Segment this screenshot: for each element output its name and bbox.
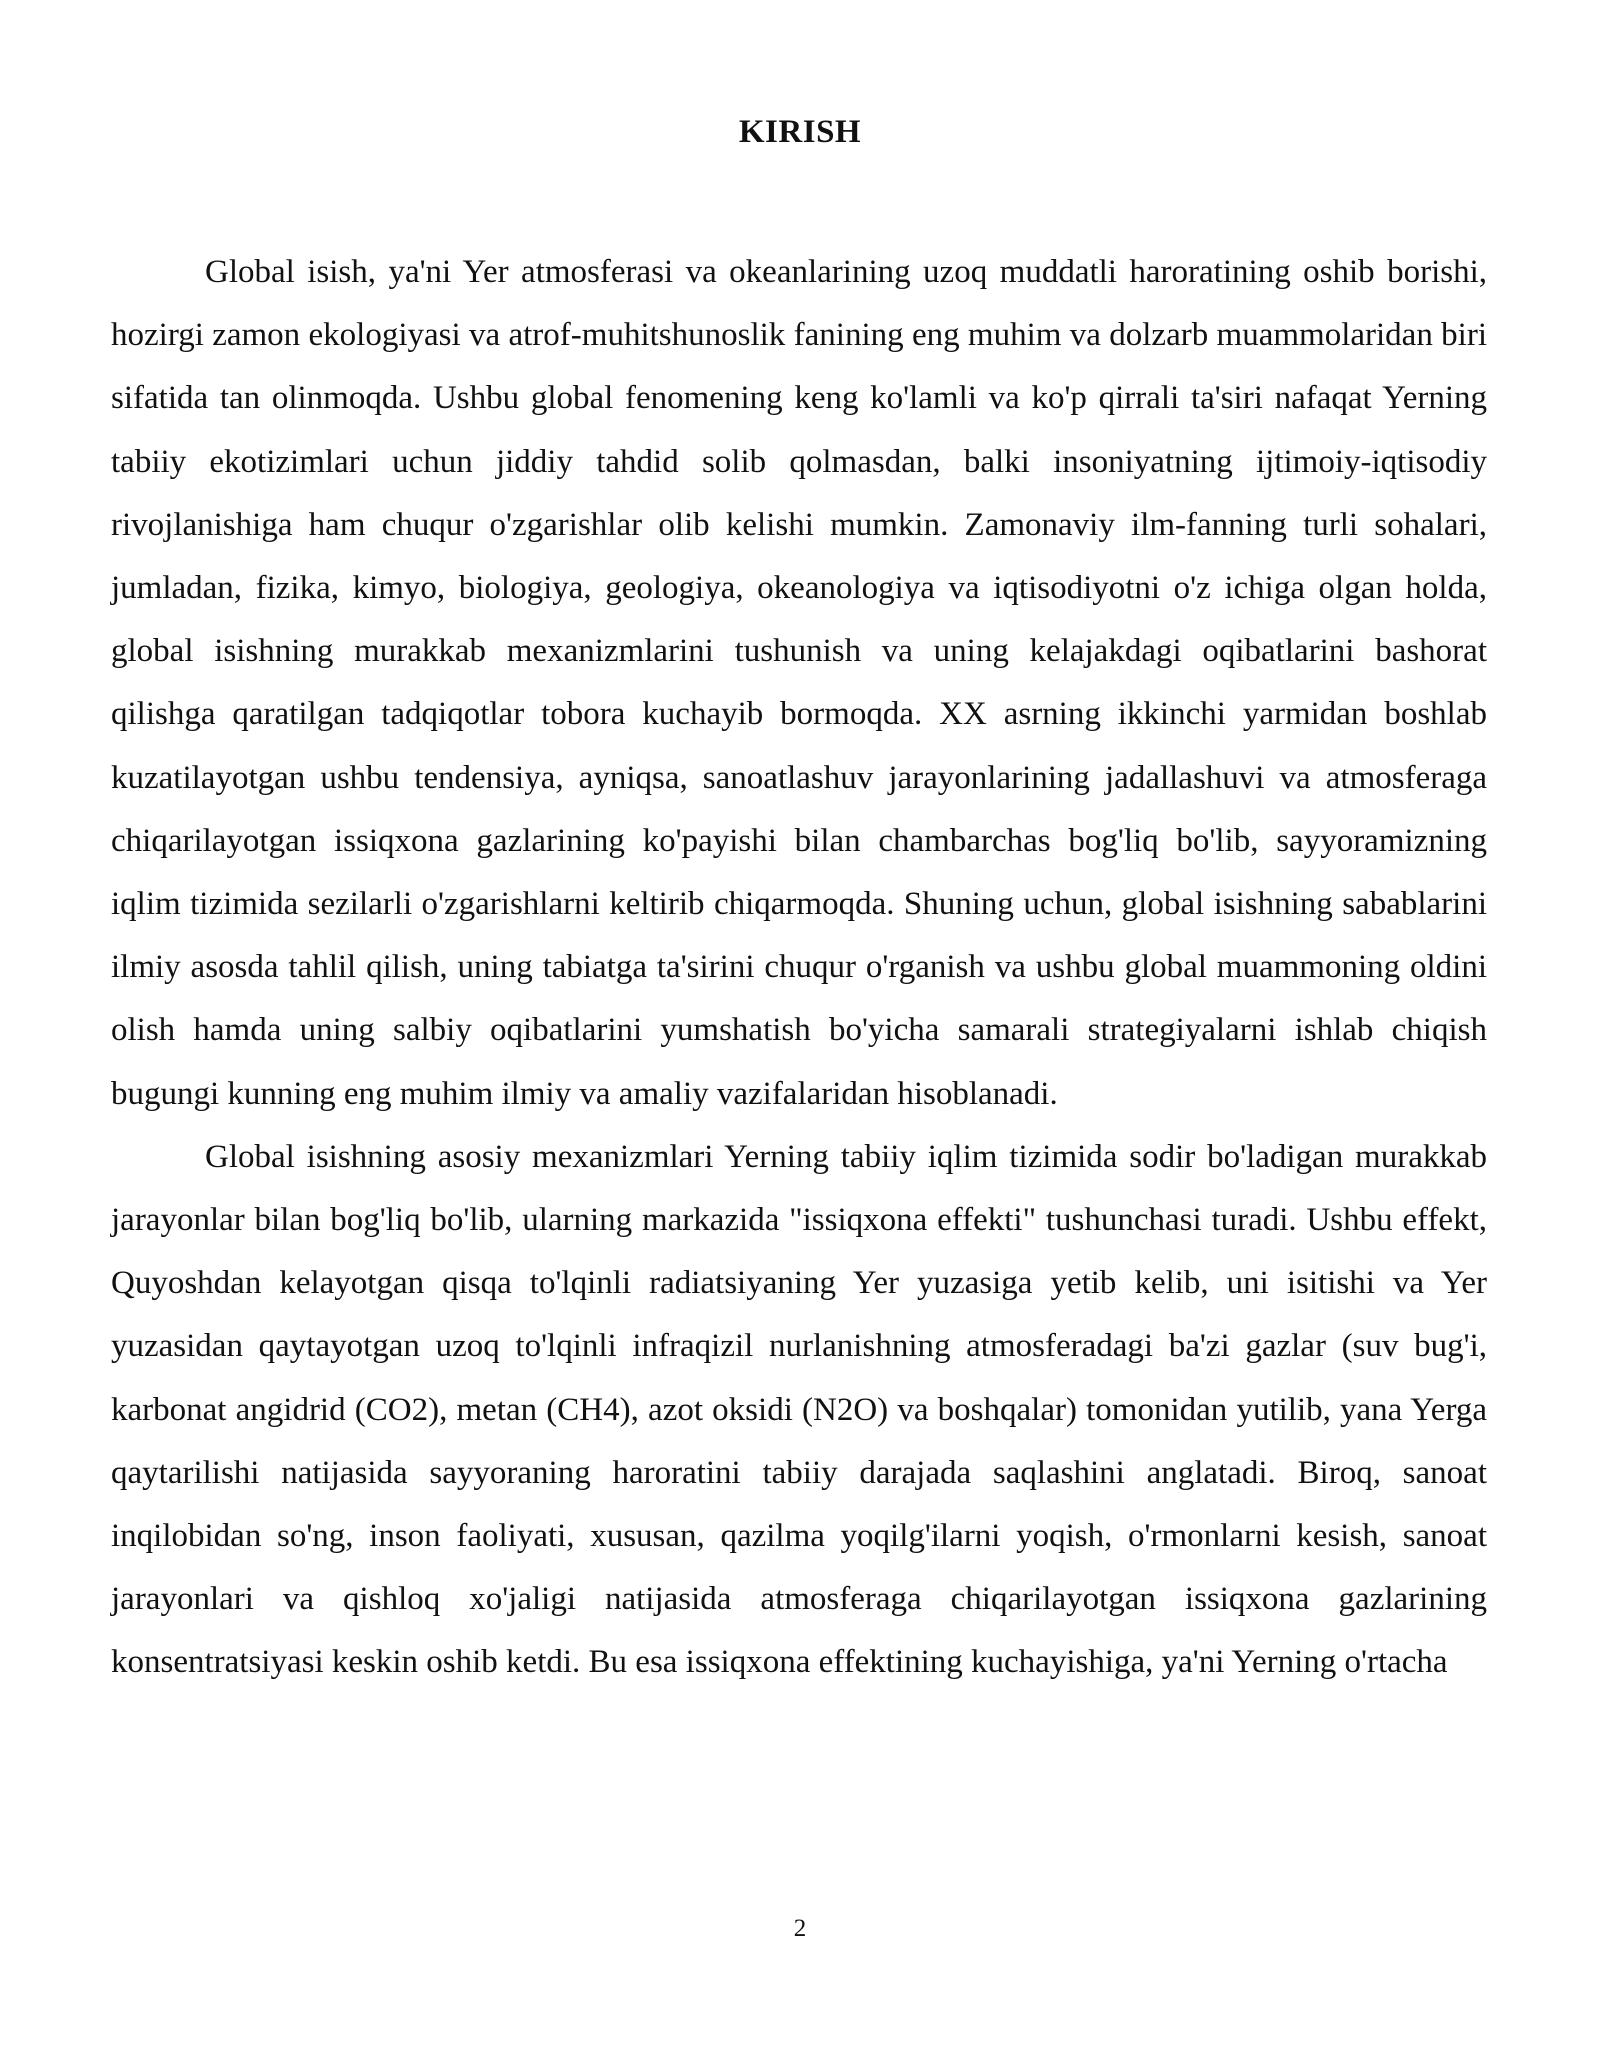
page-number: 2 xyxy=(793,1915,807,1942)
paragraph-2: Global isishning asosiy mexanizmlari Yerning tabiiy iqlim tizimida sodir bo'ladigan murakkab jarayonlar bilan bog'liq bo'lib, ularning markazida "issiqxona effekti" tushunchasi turadi. Ushbu effekt, Quyoshdan kelayotgan qisqa to'lqinli radiatsiyaning Yer yuzasiga yetib kelib, uni isitishi va Yer yuzasidan qaytayotgan uzoq to'lqinli infraqizil nurlanishning atmosferadagi ba'zi gazlar (suv bug'i, karbonat angidrid (CO2), metan (CH4), azot oksidi (N2O) va boshqalar) tomonidan yutilib, yana Yerga qaytarilishi natijasida sayyoraning haroratini tabiiy darajada saqlashini anglatadi. Biroq, sanoat inqilobidan so'ng, inson faoliyati, xususan, qazilma yoqilg'ilarni yoqish, o'rmonlarni kesish, sanoat jarayonlari va qishloq xo'jaligi natijasida atmosferaga chiqarilayotgan issiqxona gazlarining konsentratsiyasi keskin oshib ketdi. Bu esa issiqxona effektining kuchayishiga, ya'ni Yerning o'rtacha xyxy=(111,1138,1487,1681)
body-text xyxy=(111,241,1487,1695)
paragraph-1: Global isish, ya'ni Yer atmosferasi va okeanlarining uzoq muddatli haroratining oshib borishi, hozirgi zamon ekologiyasi va atrof-muhitshunoslik fanining eng muhim va dolzarb muammolaridan biri sifatida tan olinmoqda. Ushbu global fenomening keng ko'lamli va ko'p qirrali ta'siri nafaqat Yerning tabiiy ekotizimlari uchun jiddiy tahdid solib qolmasdan, balki insoniyatning ijtimoiy-iqtisodiy rivojlanishiga ham chuqur o'zgarishlar olib kelishi mumkin. Zamonaviy ilm-fanning turli sohalari, jumladan, fizika, kimyo, biologiya, geologiya, okeanologiya va iqtisodiyotni o'z ichiga olgan holda, global isishning murakkab mexanizmlarini tushunish va uning kelajakdagi oqibatlarini bashorat qilishga qaratilgan tadqiqotlar tobora kuchayib bormoqda. XX asrning ikkinchi yarmidan boshlab kuzatilayotgan ushbu tendensiya, ayniqsa, sanoatlashuv jarayonlarining jadallashuvi va atmosferaga chiqarilayotgan issiqxona gazlarining ko'payishi bilan chambarchas bog'liq bo'lib, sayyoramizning iqlim tizimida sezilarli o'zgarishlarni keltirib chiqarmoqda. Shuning uchun, global isishning sabablarini ilmiy asosda tahlil qilish, uning tabiatga ta'sirini chuqur o'rganish va ushbu global muammoning oldini olish hamda uning salbiy oqibatlarini yumshatish bo'yicha samarali strategiyalarni ishlab chiqish bugungi kunning eng muhim ilmiy va amaliy vazifalaridan hisoblanadi. xyxy=(111,254,1487,1112)
section-title: KIRISH xyxy=(738,114,862,150)
